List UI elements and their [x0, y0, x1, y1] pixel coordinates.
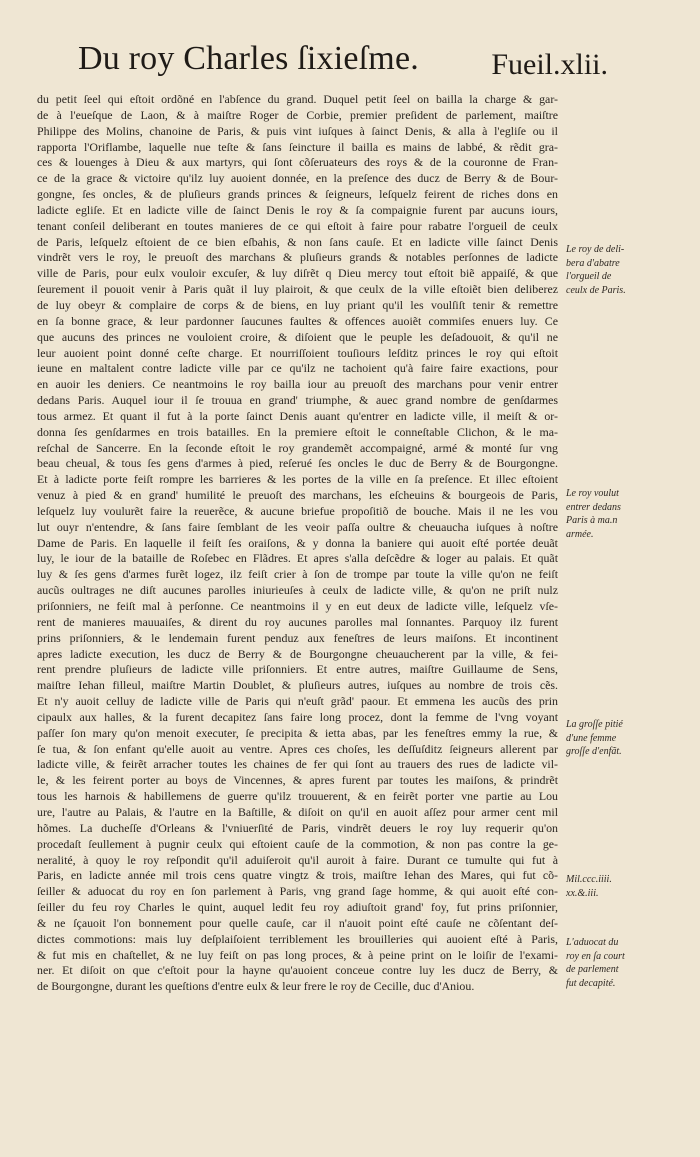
- text-line: ſeurement il pouoit venir à Paris quãt il luy plairoit, & que ceulx de la ville eſtoiẽt bien deliberez: [37, 282, 558, 297]
- text-line: du petit ſeel qui eſtoit ordõné en l'abſence du grand. Duquel petit ſeel on bailla la charge & gar-: [37, 92, 558, 106]
- text-line: ladicte ville, & feirẽt arracher toutes les chaines de fer qui ſont au trauers des rues de ladicte vil-: [37, 757, 558, 772]
- margin-note-line: bera d'abatre: [566, 257, 620, 269]
- margin-note-line: d'une femme: [566, 732, 617, 744]
- text-line: beau cheual, & tous ſes gens d'armes à pied, reſerué ſes oncles le duc de Berry & de Bourgongne.: [37, 456, 558, 471]
- margin-note-1: [566, 243, 670, 297]
- text-line: de Paris, leſquelz eſtoient de ce bien eſbahis, & non ſans cauſe. Et en ladicte ville ſainct Denis: [37, 234, 558, 249]
- margin-note-3: [566, 718, 670, 759]
- margin-note-line: ceulx de Paris.: [566, 284, 626, 296]
- text-line: & ne ſçauoit l'on bonnement pour quelle cauſe, car il n'auoit point eſté cauſe ne cõſentant deſ-: [37, 915, 558, 930]
- folio-number: Fueil.xlii.: [491, 48, 608, 81]
- text-line: venuz à pied & en grand' humilité le preuoſt des marchans, les eſcheuins & bourgeois de Paris,: [37, 488, 558, 503]
- text-line: neralité, à quoy le roy reſpondit qu'il aduiſeroit qu'il auroit à faire. Durant ce tumulte qui fut à: [37, 852, 558, 867]
- margin-note-line: roy en ſa court: [566, 950, 625, 962]
- margin-note-line: fut decapité.: [566, 977, 616, 989]
- text-line: en ſa bonne grace, & leur pardonner ſaucunes faultes & offences auoiẽt commiſes enuers luy. Ce: [37, 313, 558, 328]
- margin-note-line: Mil.ccc.iiii.: [566, 874, 612, 885]
- text-line: ſe tua, & ſon enfant qu'elle auoit au ventre. Apres ces choſes, les deſſuſditz ſeigneurs allerent par: [37, 741, 558, 756]
- text-line: hõmes. La ducheſſe d'Orleans & l'vniuerſité de Paris, vindrẽt deuers le roy luy requerir qu'on: [37, 820, 558, 835]
- text-line: ladicte egliſe. Et en ladicte ville de ſainct Denis le roy & ſa compaignie furent par aucuns iours,: [37, 202, 558, 217]
- text-line: ner. Et diſoit on que c'eſtoit pour la hayne qu'auoient conceue contre luy les ducz de Berry, &: [37, 963, 558, 978]
- text-line: ure, l'autre au Palais, & l'autre en la Baſtille, & diſoit on qu'il en auoit aſſez pour armer cent mil: [37, 804, 558, 819]
- text-line: gongne, ſes oncles, & de pluſieurs grands princes & ſeigneurs, leſquelz feirent de riches dons en: [37, 187, 558, 202]
- margin-note-line: armée.: [566, 528, 594, 540]
- text-line: rent prendre pluſieurs de ladicte ville priſonniers. Et entre autres, maiſtre Guillaume de Sens,: [37, 662, 558, 677]
- text-line: ce de la grace & victoire qu'ilz luy auoient donnée, en la preſence des ducz de Berry & de Bour-: [37, 171, 558, 186]
- margin-note-line: xx.&.iii.: [566, 887, 599, 899]
- text-line: & fut mis en chaſtellet, & ne luy feiſt on pas long proces, & à peine print on le loiſir de l'exami-: [37, 947, 558, 962]
- text-line: priſonniers, ne feiſt mal à perſonne. Ce neantmoins il y en eut deux de ladicte ville, leſquelz vſe-: [37, 599, 558, 613]
- text-line: de Bourgongne, durant les queſtions d'entre eulx & leur frere le roy de Cecille, duc d'Aniou.: [37, 979, 475, 994]
- margin-note-line: groſſe d'enfãt.: [566, 746, 622, 757]
- margin-note-4: [566, 873, 670, 900]
- text-line: leſquelz luy voulurẽt faire la reuerẽce, & aucune briefue propoſitiõ de bouche. Mais il ne les vou: [37, 503, 558, 518]
- text-line: tous armez. Et quant il fut à la porte ſainct Denis auant qu'entrer en ladicte ville, il meiſt & or-: [37, 408, 558, 423]
- text-line: donna ſes genſdarmes en trois batailles. En la premiere eſtoit le conneſtable Clichon, & le ma-: [37, 424, 558, 439]
- margin-note-line: Paris à ma.n: [566, 515, 618, 526]
- text-line: Paris, en ladicte année mil trois cens quatre vingtz & trois, maiſtre Iehan des Mares, qui fut cõ-: [37, 868, 558, 883]
- text-line: reſchal de Sancerre. En la ſeconde eſtoit le roy grandemẽt accompaigné, armé & monté ſur vng: [37, 440, 558, 455]
- margin-note-5: [566, 936, 670, 990]
- text-line: paſſer ſon mary qu'on menoit executer, ſe precipita & ietta abas, par les feneſtres emmy la rue, &: [37, 725, 558, 740]
- text-line: procedaſt ſeullement à pugnir ceulx qui eſtoient cauſe de la commotion, & non pas contre la ge-: [37, 836, 558, 851]
- text-line: leur auoient point donné ceſte charge. Et nourriſſoient touſiours leſditz princes le roy qui eſtoit: [37, 345, 558, 360]
- text-line: maiſtre Iehan filleul, maiſtre Martin Doublet, & pluſieurs autres, iuſques au nombre de trois cẽs.: [37, 678, 558, 693]
- text-line: cipaulx aux halles, & la furent decapitez ſans faire long procez, dont la femme de l'vng voyant: [37, 709, 558, 724]
- text-line: en auoir les deniers. Ce neantmoins le roy bailla iour au preuoſt des marchans pour venir entrer: [37, 377, 558, 392]
- text-line: Et à ladicte porte feiſt rompre les barrieres & les portes de la ville en ſa preſence. Et illec eſtoient: [37, 472, 558, 487]
- text-line: ſeiller du feu roy Charles le quint, auquel ledit feu roy adiuſtoit grand' foy, fut prins priſonnier,: [37, 900, 558, 915]
- main-text-column: [37, 92, 558, 995]
- text-line: dictes commotions: mais luy deſplaiſoient terriblement les brouilleries qui auoient eſté à Paris,: [37, 931, 558, 946]
- margin-note-line: Le roy de deli-: [566, 244, 625, 255]
- text-line: ville de Paris, pour eulx vouloir excuſer, & luy diſrẽt q Dieu mercy tout eſtoit biẽ appaiſé, & que: [37, 266, 558, 281]
- margin-note-2: [566, 487, 670, 541]
- text-line: que aucuns des princes ne vouloient croire, & diſoient que le peuple les deſadouoit, & qu'il ne: [37, 329, 558, 344]
- text-line: de luy obeyr & complaire de corps & de biens, en luy priant qu'il les voulſiſt tenir & remettre: [37, 297, 558, 312]
- text-line: rent de manieres mauuaiſes, & dirent du roy aucunes parolles mal ſonnantes. Parquoy ilz furent: [37, 614, 558, 629]
- margin-note-line: L'aduocat du: [566, 937, 619, 948]
- text-line: tous les harnois & habillemens de guerre qu'ilz trouuerent, & en feirẽt porter vne partie au Lou: [37, 789, 558, 804]
- text-line: luy, le iour de la bataille de Roſebec en Flãdres. Et apres s'alla deſcẽdre & loger au palais. Et quãt: [37, 551, 558, 566]
- text-line: dedans Paris. Auquel iour il ſe trouua en grand' triumphe, & auec grand nombre de genſdarmes: [37, 393, 558, 408]
- text-line: aucũs oultrages ne diſt aucunes parolles iniurieuſes à ceulx de ladicte ville, & qu'on ne priſt nulz: [37, 583, 558, 598]
- margin-note-line: l'orgueil de: [566, 271, 612, 282]
- text-line: vindrẽt vers le roy, le preuoſt des marchans & pluſieurs grands & notables perſonnes de ladicte: [37, 250, 558, 265]
- text-line: de à l'eueſque de Laon, & à maiſtre Roger de Corbie, premier preſident de parlement, maiſtre: [37, 107, 558, 122]
- text-line: ſeiller & aduocat du roy en ſon parlement à Paris, vng grand ſage homme, & qui auoit eſté con-: [37, 884, 558, 899]
- text-line: ces & louenges à Dieu & aux martyrs, qui ſont cõſeruateurs des roys & de la couronne de Fran-: [37, 155, 558, 170]
- margin-note-line: de parlement: [566, 964, 619, 975]
- text-line: luy & ſes gens d'armes furẽt logez, ilz feiſt crier à ſon de trompe par toute la ville qu'on ne feiſt: [37, 567, 558, 582]
- text-line: prins priſonniers, & le lendemain furent penduz aux feneſtres de leurs maiſons. Et incontinent: [37, 630, 558, 645]
- margin-note-line: Le roy voulut: [566, 488, 619, 499]
- text-line: lut ouyr n'entendre, & ſans faire ſemblant de les veoir paſſa oultre & cheuaucha iuſques à noſtre: [37, 519, 558, 534]
- running-title: Du roy Charles ſixieſme.: [78, 40, 419, 77]
- text-line: Et n'y auoit celluy de ladicte ville de Paris qui n'euſt grãd' paour. Et emmena les aucũs des prin: [37, 694, 558, 709]
- text-line: le, & les feirent porter au boys de Vincennes, & apres furent par toutes les maiſons, & prindrẽt: [37, 773, 558, 788]
- text-line: tenant conſeil deliberant en toutes manieres de ce qui eſtoit à faire pour rabatre l'orgueil de ceulx: [37, 218, 558, 233]
- text-line: rapporta l'Oriflambe, laquelle nue teſte & ſans ſeincture il bailla es mains de labbé, & rẽdit gra-: [37, 139, 558, 154]
- text-line: apres ladicte execution, les ducz de Berry & de Bourgongne cheuaucherent par la ville, & fei-: [37, 646, 558, 661]
- text-line: Philippe des Molins, chanoine de Paris, & puis vint iuſques à ſainct Denis, & alla à l'egliſe ou il: [37, 123, 558, 138]
- text-line: ieune en maltalent contre ladicte ville par ce qu'ilz ne tachoient qu'à faire faire exactions, pour: [37, 361, 558, 376]
- text-line: Dame de Paris. En laquelle il feiſt ſes oraiſons, & y donna la baniere qui auoit eſté portée deuãt: [37, 535, 558, 550]
- margin-note-line: La groſſe pitié: [566, 719, 623, 730]
- margin-note-line: entrer dedans: [566, 501, 621, 513]
